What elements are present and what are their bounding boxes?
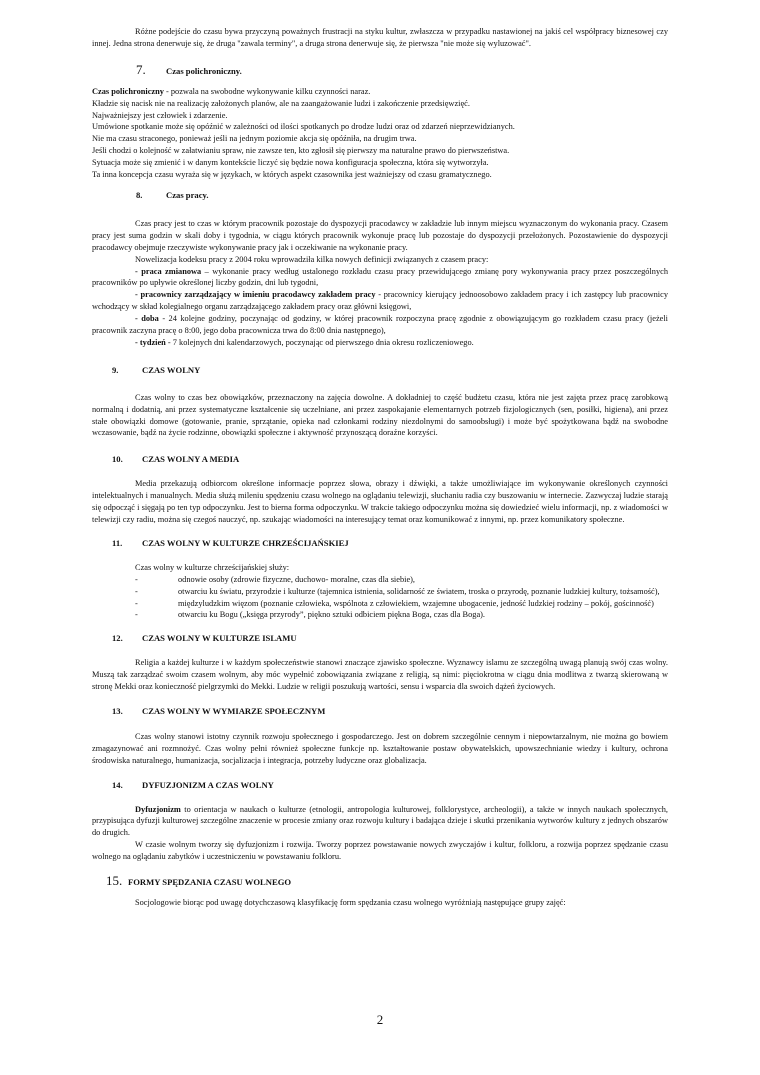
paragraph-text: to orientacja w naukach o kulturze (etnologii, antropologia kulturowej, folklorystyce, archeologii), a także w innych naukach społecznych, przypisująca dyfuzji kulturowej szczególne znaczenie w procesie zmiany oraz rozwoju kultury i badająca dzieje i skutki przenikania wytworów kultury z jednych obszarów do drugich. [92,804,668,838]
section-number: 14. [112,779,123,790]
list-item-text: odnowie osoby (zdrowie fizyczne, duchowo- moralne, czas dla siebie), [178,574,416,584]
section-title: DYFUZJONIZM A CZAS WOLNY [142,779,274,790]
section-7-body [92,86,668,181]
list-item [92,574,668,586]
section-9-heading [112,365,668,377]
dash-marker: - [135,598,138,608]
page-number: 2 [376,1012,384,1027]
paragraph [92,804,668,840]
document-page [92,26,668,909]
body-line: Ta inna koncepcja czasu wyraża się w językach, w których aspekt czasownika jest ważniejszy od czasu gramatycznego. [92,170,492,180]
list-item [92,609,668,621]
definition-text: - pracownicy kierujący jednoosobowo zakładem pracy i ich zastępcy lub pracownicy wchodzący w skład kolegialnego organu zarządzającego zakładem pracy oraz główni księgowi, [92,290,669,312]
definition-paragraph [92,289,668,313]
paragraph: Religia a każdej kulturze i w każdym społeczeństwie stanowi znaczące zjawisko społeczne. Wyznawcy islamu ze szczególną uwagą planują swój czas wolny. Muszą tak zarządzać swoim czasem wolnym, aby móc wypełnić zobowiązania związane z religią, są nimi: pięciokrotna w ciągu dnia modlitwa z twarzą skierowaną w stronę Mekki oraz konieczność pielgrzymki do Mekki. Ludzie w religii poszukują wartości, sensu i wsparcia dla swoich dążeń życiowych. [92,658,668,692]
section-15-heading [106,875,668,889]
term: Dyfuzjonizm [135,804,181,814]
definition-line [92,86,668,98]
list-item-text: otwarciu ku światu, przyrodzie i kulturze (tajemnica istnienia, solidarność ze światem, troska o przyrodę, poznanie ludzkiej kultury, tożsamość), [178,586,660,596]
section-title: CZAS WOLNY W WYMIARZE SPOŁECZNYM [142,705,326,716]
dash-marker: - [135,610,138,620]
paragraph: Nowelizacja kodeksu pracy z 2004 roku wprowadziła kilka nowych definicji związanych z czasem pracy: [135,254,489,264]
section-number: 7. [136,61,146,77]
body-line: Najważniejszy jest człowiek i zdarzenie. [92,110,228,120]
section-7-heading [136,61,668,78]
section-title: Czas polichroniczny. [166,65,242,76]
section-number: 13. [112,705,123,716]
section-number: 9. [112,364,119,375]
paragraph: Czas wolny w kulturze chrześcijańskiej służy: [135,562,290,572]
term: - pracownicy zarządzający w imieniu pracodawcy zakładem pracy [135,290,376,300]
paragraph: W czasie wolnym tworzy się dyfuzjonizm i rozwija. Tworzy poprzez powstawanie nowych zwyczajów i kultur, folkloru, a rozwija poprzez spędzanie czasu wolnego na oglądaniu zabytków i uczestniczeniu w powstawaniu folkloru. [92,840,668,862]
body-line: Sytuacja może się zmienić i w danym kontekście liczyć się będzie nowa konfiguracja społeczna, która się wytworzyła. [92,158,489,168]
body-line: Umówione spotkanie może się opóźnić w zależności od ilości spotkanych po drodze ludzi oraz od zdarzeń nieprzewidzianych. [92,122,515,132]
dash-marker: - [135,574,138,584]
section-title: CZAS WOLNY [142,364,201,375]
term: Czas polichroniczny [92,86,164,96]
definition-text: – wykonanie pracy według ustalonego rozkładu czasu pracy przewidującego zmianę pory wykonywania pracy przez poszczególnych pracowników po upływie określonej liczby godzin, dni lub tygodni, [92,266,668,288]
paragraph: Czas pracy jest to czas w którym pracownik pozostaje do dyspozycji pracodawcy w zakładzie lub innym miejscu wyznaczonym do wykonania pracy. Czasem pracy jest suma godzin w skali doby i tygodnia, w ciągu których pracownik wykonuje pracę lub pozostaje do dyspozycji przełożonych. Pozostawienie do dyspozycji pracodawcy obejmuje rzeczywiste wykonywanie pracy jak i oczekiwanie na wykonanie pracy. [92,218,668,252]
list-item [92,586,668,598]
section-14-heading [112,780,668,792]
paragraph: Media przekazują odbiorcom określone informacje poprzez słowa, obrazy i dźwięki, a także umożliwiające im wykonywanie określonych czynności intelektualnych i manualnych. Media służą mileniu spędzeniu czasu wolnego na oglądaniu telewizji, słuchaniu radia czy buszowaniu w internecie. Zazwyczaj ludzie starają się odpocząć i sięgają po ten typ odpoczynku. Jest to bierna forma odpoczynku. W trakcie takiego odpoczynku można się dowiedzieć wielu informacji, np. z wiadomości w telewizji czy radiu, można się czegoś nauczyć, np. szukając wiadomości na interesujący temat oraz komunikować z innymi, np. przez komunikatory społeczne. [92,479,668,524]
section-number: 12. [112,633,123,644]
section-title: FORMY SPĘDZANIA CZASU WOLNEGO [128,877,292,888]
section-number: 10. [112,454,123,465]
list-item-text: międzyludzkim więzom (poznanie człowieka, wspólnota z człowiekiem, wzajemne ubogacenie, jedność ludzkiej rodziny – pokój, gościnność) [178,598,654,608]
paragraph: Socjologowie biorąc pod uwagę dotychczasową klasyfikację form spędzania czasu wolnego wyróżniają następujące grupy zajęć: [135,897,566,907]
definition-paragraph [92,313,668,337]
definition-text: - 24 kolejne godziny, poczynając od godziny, w której pracownik rozpoczyna pracę zgodnie z obowiązującym go rozkładem czasu pracy (jeżeli pracownik zaczyna pracę o 8:00, jego doba pracownicza trwa do 8:00 dnia następnego), [92,314,668,336]
section-11-heading [112,538,668,550]
section-title: Czas pracy. [166,189,209,200]
definition-paragraph [92,266,668,290]
dash-marker: - [135,586,138,596]
body-line: Nie ma czasu straconego, ponieważ jeśli na jednym poziomie akcja się opóźniła, na drugim trwa. [92,134,417,144]
section-number: 15. [106,873,123,889]
intro-paragraph: Różne podejście do czasu bywa przyczyną poważnych frustracji na styku kultur, zwłaszcza w przypadku nastawionej na jakiś cel współpracy biznesowej czy innej. Jedna strona denerwuje się, że druga "zawala terminy", a druga strona denerwuje się, że pierwsza "nie może się wyluzować". [92,27,668,48]
section-8-heading [136,190,668,202]
paragraph: Czas wolny to czas bez obowiązków, przeznaczony na zajęcia dowolne. A dokładniej to część budżetu czasu, która nie jest zajęta przez pracę zarobkową normalną i dodatnią, ani przez systematyczne kształcenie się uczelniane, ani przez zaspokajanie elementarnych potrzeb fizjologicznych (sen, posiłki, higiena), ani przez stałe obowiązki domowe (gotowanie, pranie, sprzątanie, opieka nad członkami rodziny niezdolnymi do samoobsługi) i może być spożytkowana bądź na swobodne wczasowanie, bądź na życie rodzinne, obowiązki społeczne i aktywność przynoszącą doraźne korzyści. [92,392,668,438]
definition-paragraph [92,337,668,349]
section-number: 8. [136,189,143,200]
definition-text: - 7 kolejnych dni kalendarzowych, poczynając od pierwszego dnia okresu rozliczeniowego. [165,337,474,347]
section-13-heading [112,706,668,718]
section-12-heading [112,633,668,645]
definition-text: - pozwala na swobodne wykonywanie kilku czynności naraz. [163,86,371,96]
paragraph: Czas wolny stanowi istotny czynnik rozwoju społecznego i gospodarczego. Jest on dobrem szczególnie cennym i niepowtarzalnym, nie można go bowiem zmagazynować ani rozmnożyć. Czas wolny pełni również społeczne funkcje np. kształtowanie postaw obywatelskich, upowszechnianie wiedzy i kultury, ochrona środowiska naturalnego, humanizacja, socjalizacja i integracja, potrzeby ludyczne oraz globalizacja. [92,731,668,765]
list-item-text: otwarciu ku Bogu („księga przyrody”, piękno sztuki odbiciem piękna Boga, czas dla Boga). [178,610,486,620]
bullet-list [92,574,668,622]
section-title: CZAS WOLNY W KULTURZE CHRZEŚCIJAŃSKIEJ [142,537,349,548]
list-item [92,598,668,610]
section-title: CZAS WOLNY A MEDIA [142,454,240,465]
term: - tydzień [135,337,166,347]
term: - doba [135,314,159,324]
section-title: CZAS WOLNY W KULTURZE ISLAMU [142,633,297,644]
section-number: 11. [112,537,123,548]
body-line: Jeśli chodzi o kolejność w załatwianiu spraw, nie zawsze ten, kto zgłosił się pierwszy ma naturalne prawo do pierwszeństwa. [92,146,510,156]
body-line: Kładzie się nacisk nie na realizację założonych planów, ale na zaangażowanie ludzi i zakończenie przedsięwzięć. [92,98,470,108]
section-10-heading [112,454,668,466]
term: - praca zmianowa [135,266,202,276]
